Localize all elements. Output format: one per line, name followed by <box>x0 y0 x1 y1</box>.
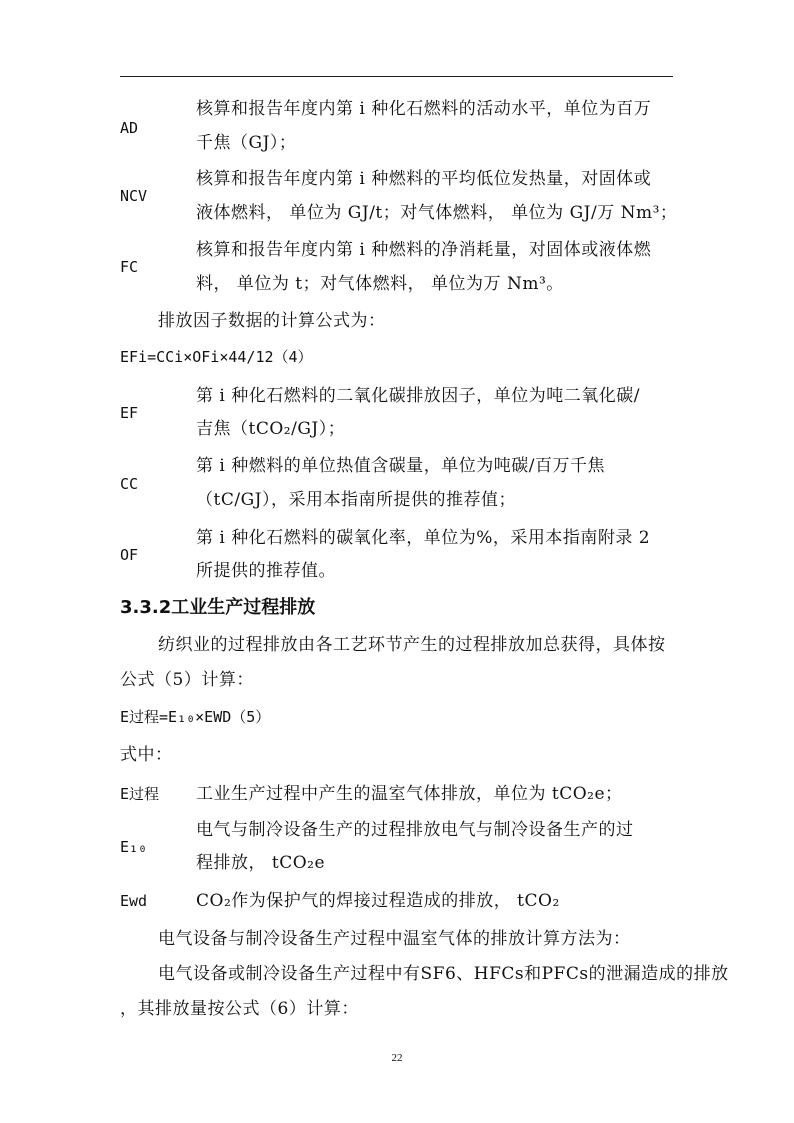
page-number: 22 <box>391 1052 403 1064</box>
definition-e10-line2: 程排放， tCO₂e <box>196 853 326 873</box>
symbol-ad: AD <box>120 119 139 137</box>
definition-fc-line2: 料， 单位为 t；对气体燃料， 单位为万 Nm³。 <box>196 274 564 294</box>
definition-ncv-line2: 液体燃料， 单位为 GJ/t；对气体燃料， 单位为 GJ/万 Nm³； <box>196 203 678 223</box>
definition-of-line2: 所提供的推荐值。 <box>196 561 336 581</box>
section-heading: 3.3.2工业生产过程排放 <box>120 597 316 618</box>
formula-4: EFi=CCi×OFi×44/12（4） <box>120 348 313 366</box>
intro-ef-text: 排放因子数据的计算公式为： <box>158 311 386 331</box>
where-label: 式中： <box>120 745 173 765</box>
symbol-e10: E₁₀ <box>120 838 148 856</box>
definition-ncv-line1: 核算和报告年度内第 i 种燃料的平均低位发热量，对固体或 <box>196 169 652 189</box>
symbol-of: OF <box>120 546 139 564</box>
symbol-ef: EF <box>120 404 139 422</box>
definition-ewd: CO₂作为保护气的焊接过程造成的排放， tCO₂ <box>196 891 560 911</box>
definition-ad-line1: 核算和报告年度内第 i 种化石燃料的活动水平，单位为百万 <box>196 99 652 119</box>
symbol-cc: CC <box>120 475 139 493</box>
definition-ef-line1: 第 i 种化石燃料的二氧化碳排放因子，单位为吨二氧化碳/ <box>196 386 640 406</box>
symbol-e-process: E过程 <box>120 785 160 803</box>
para2-text: 电气设备与制冷设备生产过程中温室气体的排放计算方法为： <box>158 929 631 949</box>
definition-fc-line1: 核算和报告年度内第 i 种燃料的净消耗量，对固体或液体燃 <box>196 240 652 260</box>
definition-ef-line2: 吉焦（tCO₂/GJ）； <box>196 419 346 439</box>
para1-line1: 纺织业的过程排放由各工艺环节产生的过程排放加总获得，具体按 <box>158 635 666 655</box>
definition-ad-line2: 千焦（GJ）； <box>196 133 297 153</box>
symbol-ncv: NCV <box>120 187 148 205</box>
symbol-fc: FC <box>120 258 139 276</box>
definition-e10-line1: 电气与制冷设备生产的过程排放电气与制冷设备生产的过 <box>196 820 634 840</box>
definition-e-process: 工业生产过程中产生的温室气体排放，单位为 tCO₂e； <box>196 784 623 804</box>
formula-5: E过程=E₁₀×EWD（5） <box>120 708 271 726</box>
para3-line2: ，其排放量按公式（6）计算： <box>120 999 359 1019</box>
definition-cc-line2: （tC/GJ），采用本指南所提供的推荐值； <box>196 490 516 510</box>
definition-cc-line1: 第 i 种燃料的单位热值含碳量，单位为吨碳/百万千焦 <box>196 456 605 476</box>
definition-of-line1: 第 i 种化石燃料的碳氧化率，单位为%，采用本指南附录 2 <box>196 528 651 548</box>
para1-line2: 公式（5）计算： <box>120 670 254 690</box>
header-rule <box>120 76 673 77</box>
symbol-ewd: Ewd <box>120 892 148 910</box>
para3-line1: 电气设备或制冷设备生产过程中有SF6、HFCs和PFCs的泄漏造成的排放 <box>158 964 729 984</box>
